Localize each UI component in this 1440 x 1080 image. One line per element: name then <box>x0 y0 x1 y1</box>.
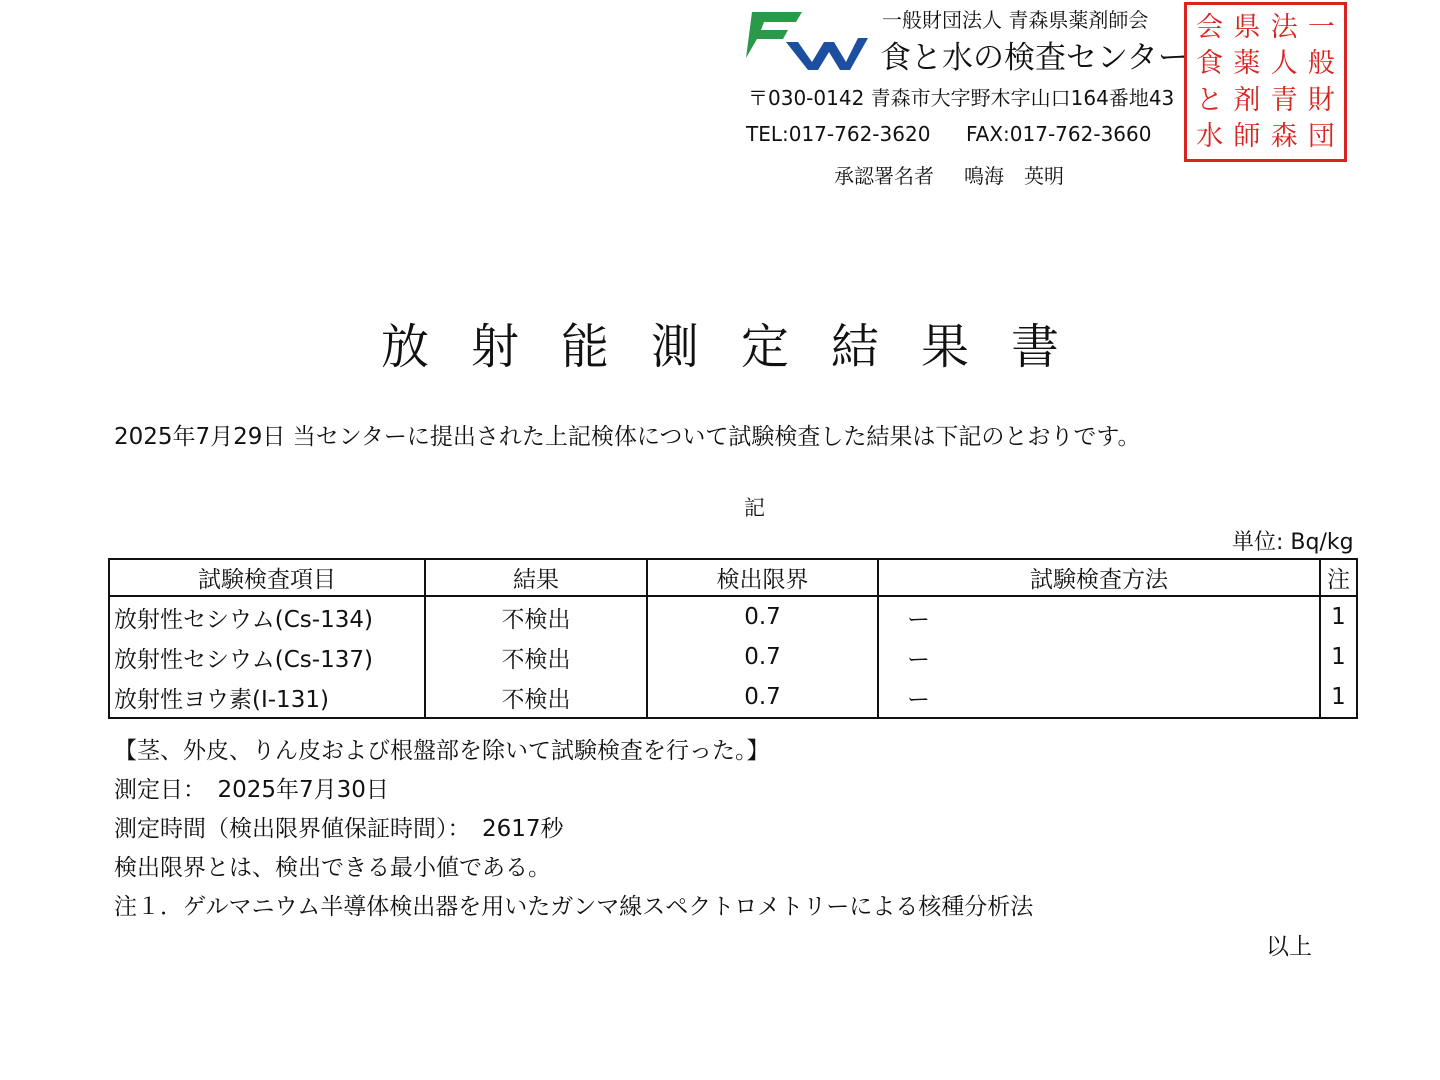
unit-label: 単位: Bq/kg <box>1232 530 1354 555</box>
table-row <box>109 637 1357 677</box>
header-result: 結果 <box>425 559 647 596</box>
header-detection-limit: 検出限界 <box>647 559 878 596</box>
ki-heading: 記 <box>744 496 765 520</box>
item-cell: 放射性セシウム(Cs-137) <box>109 637 425 677</box>
seal-char: 会 <box>1196 11 1224 43</box>
seal-char: 薬 <box>1233 48 1261 80</box>
result-cell: 不検出 <box>425 677 647 718</box>
limit-cell: 0.7 <box>647 677 878 718</box>
tel-number: TEL:017-762-3620 <box>746 122 931 146</box>
seal-char: 一 <box>1307 11 1335 43</box>
address: 〒030-0142 青森市大字野木字山口164番地43 <box>748 86 1175 110</box>
detection-limit-definition: 検出限界とは、検出できる最小値である。 <box>114 855 551 881</box>
header-method: 試験検査方法 <box>878 559 1320 596</box>
seal-char: 法 <box>1270 11 1298 43</box>
note-cell: 1 <box>1320 677 1357 718</box>
result-cell: 不検出 <box>425 637 647 677</box>
seal-char: 食 <box>1196 48 1224 80</box>
table-header-row <box>109 559 1357 596</box>
method-note-1: 注１．ゲルマニウム半導体検出器を用いたガンマ線スペクトロメトリーによる核種分析法 <box>114 894 1034 920</box>
note-cell: 1 <box>1320 637 1357 677</box>
method-cell: ー <box>878 637 1320 677</box>
fax-number: FAX:017-762-3660 <box>966 122 1152 146</box>
measure-date: 測定日： 2025年7月30日 <box>114 777 389 803</box>
seal-char: 青 <box>1270 84 1298 116</box>
results-table <box>108 558 1358 719</box>
official-seal <box>1184 2 1347 162</box>
seal-char: 師 <box>1233 121 1261 153</box>
seal-char: 水 <box>1196 121 1224 153</box>
org-name: 食と水の検査センター <box>880 40 1189 76</box>
seal-char: 団 <box>1307 121 1335 153</box>
method-cell: ー <box>878 596 1320 637</box>
note-cell: 1 <box>1320 596 1357 637</box>
seal-char: 人 <box>1270 48 1298 80</box>
approver-label: 承認署名者 <box>834 164 934 188</box>
seal-char: 般 <box>1307 48 1335 80</box>
approver-name: 鳴海 英明 <box>964 164 1064 188</box>
method-cell: ー <box>878 677 1320 718</box>
table-row <box>109 677 1357 718</box>
measure-time: 測定時間（検出限界値保証時間）： 2617秒 <box>114 816 564 842</box>
seal-char: と <box>1196 84 1224 116</box>
seal-char: 財 <box>1307 84 1335 116</box>
item-cell: 放射性ヨウ素(I-131) <box>109 677 425 718</box>
header-note: 注 <box>1320 559 1357 596</box>
preparation-note: 【茎、外皮、りん皮および根盤部を除いて試験検査を行った。】 <box>114 738 770 764</box>
seal-char: 県 <box>1233 11 1261 43</box>
closing-text: 以上 <box>1266 934 1312 960</box>
org-name-small: 一般財団法人 青森県薬剤師会 <box>882 8 1149 32</box>
seal-char: 剤 <box>1233 84 1261 116</box>
seal-char: 森 <box>1270 121 1298 153</box>
table-row <box>109 596 1357 637</box>
item-cell: 放射性セシウム(Cs-134) <box>109 596 425 637</box>
intro-text: 2025年7月29日 当センターに提出された上記検体について試験検査した結果は下記のとおりです。 <box>114 424 1141 450</box>
header-item: 試験検査項目 <box>109 559 425 596</box>
result-cell: 不検出 <box>425 596 647 637</box>
document-title: 放射能測定結果書 <box>380 319 1101 375</box>
limit-cell: 0.7 <box>647 637 878 677</box>
limit-cell: 0.7 <box>647 596 878 637</box>
fw-logo <box>742 8 868 70</box>
